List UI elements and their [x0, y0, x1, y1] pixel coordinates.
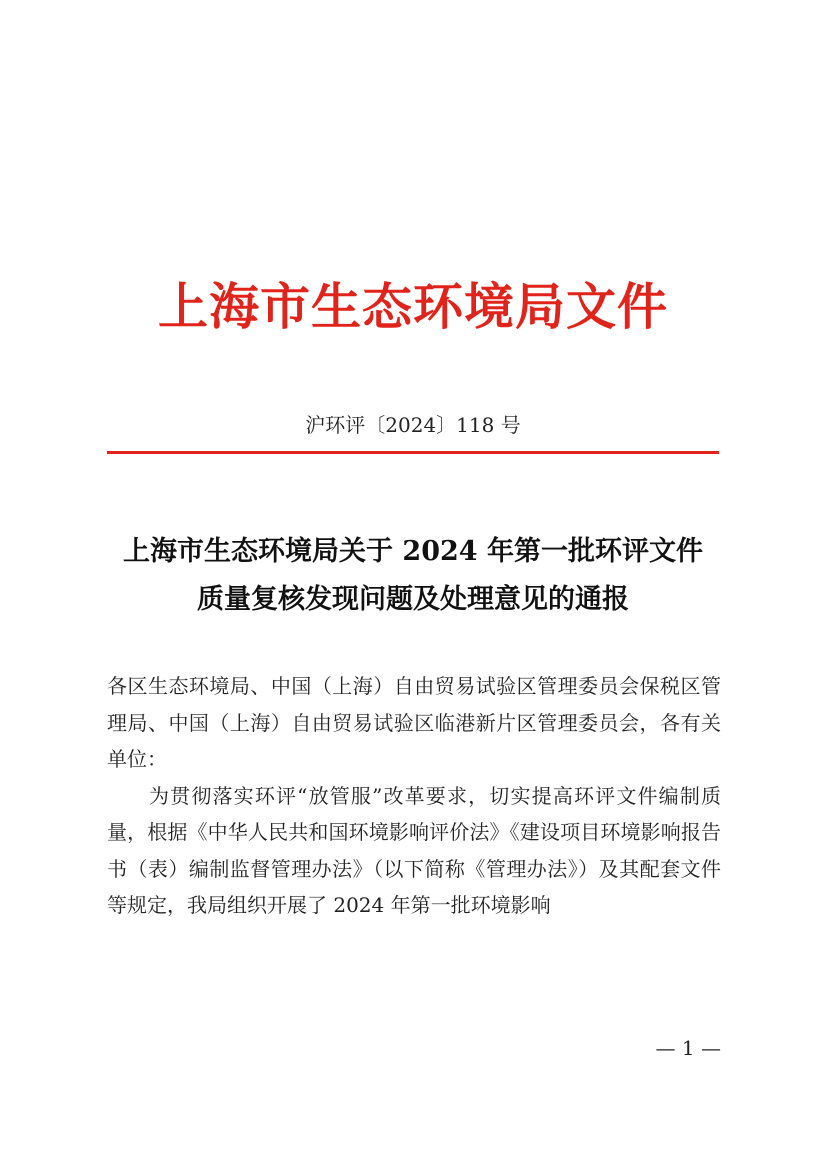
- document-title: [0, 528, 826, 624]
- page-number: — 1 —: [655, 1036, 721, 1060]
- title-line-2: 质量复核发现问题及处理意见的通报: [197, 584, 629, 615]
- document-masthead: 上海市生态环境局文件: [158, 277, 668, 336]
- body-paragraph: 为贯彻落实环评“放管服”改革要求，切实提高环评文件编制质量，根据《中华人民共和国环境影响评价法》《建设项目环境影响报告书（表）编制监督管理办法》（以下简称《管理办法》）及其配套文件等规定，我局组织开展了 2024 年第一批环境影响: [107, 783, 721, 917]
- title-line-1: 上海市生态环境局关于 2024 年第一批环评文件: [123, 536, 703, 567]
- document-body: [107, 668, 721, 924]
- recipients-paragraph: 各区生态环境局、中国（上海）自由贸易试验区管理委员会保税区管理局、中国（上海）自由贸易试验区临港新片区管理委员会，各有关单位：: [107, 674, 721, 771]
- red-divider-line: [107, 451, 719, 454]
- document-number: 沪环评〔2024〕118 号: [305, 413, 521, 437]
